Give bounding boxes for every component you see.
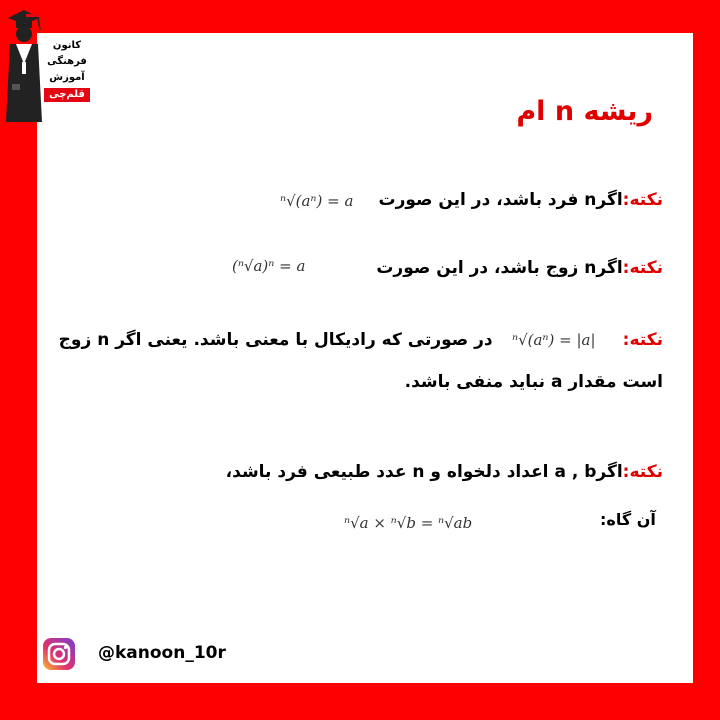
kanoon-logo [0, 0, 90, 126]
note-text: اگرn زوج باشد، در این صورت [376, 258, 623, 278]
logo-line-4: قلم‌چی [44, 88, 90, 102]
content-card [37, 33, 693, 683]
note-label: نکته: [622, 258, 663, 278]
note-text: اگرn فرد باشد، در این صورت [378, 190, 623, 210]
formula-abs-root: ⁿ√(aⁿ) = |a| [512, 331, 596, 349]
note-3-line-2: است مقدار a نباید منفی باشد. [404, 372, 663, 392]
formula-product-root: ⁿ√a × ⁿ√b = ⁿ√ab [344, 514, 473, 532]
instagram-icon[interactable] [42, 637, 76, 671]
note-text: اگرa , b اعداد دلخواه و n عدد طبیعی فرد باشد، [225, 462, 623, 482]
note-4 [226, 462, 663, 482]
formula-even-root: (ⁿ√a)ⁿ = a [232, 257, 306, 275]
note-label: نکته: [622, 330, 663, 350]
graduate-figure-icon [2, 4, 46, 122]
note-label: نکته: [622, 462, 663, 482]
page-title: ریشه n ام [516, 96, 653, 127]
logo-text [44, 38, 90, 102]
logo-line-1: کانون [52, 40, 82, 51]
logo-line-3: آموزش [49, 72, 85, 83]
instagram-handle[interactable]: @kanoon_10r [98, 643, 226, 663]
logo-line-2: فرهنگی [47, 56, 87, 67]
note-text: در صورتی که رادیکال با معنی باشد. یعنی اگر n زوج [58, 330, 493, 350]
then-label: آن گاه: [600, 510, 656, 529]
note-1 [379, 190, 664, 210]
note-2 [376, 258, 663, 278]
formula-odd-root: ⁿ√(aⁿ) = a [280, 192, 354, 210]
note-label: نکته: [622, 190, 663, 210]
